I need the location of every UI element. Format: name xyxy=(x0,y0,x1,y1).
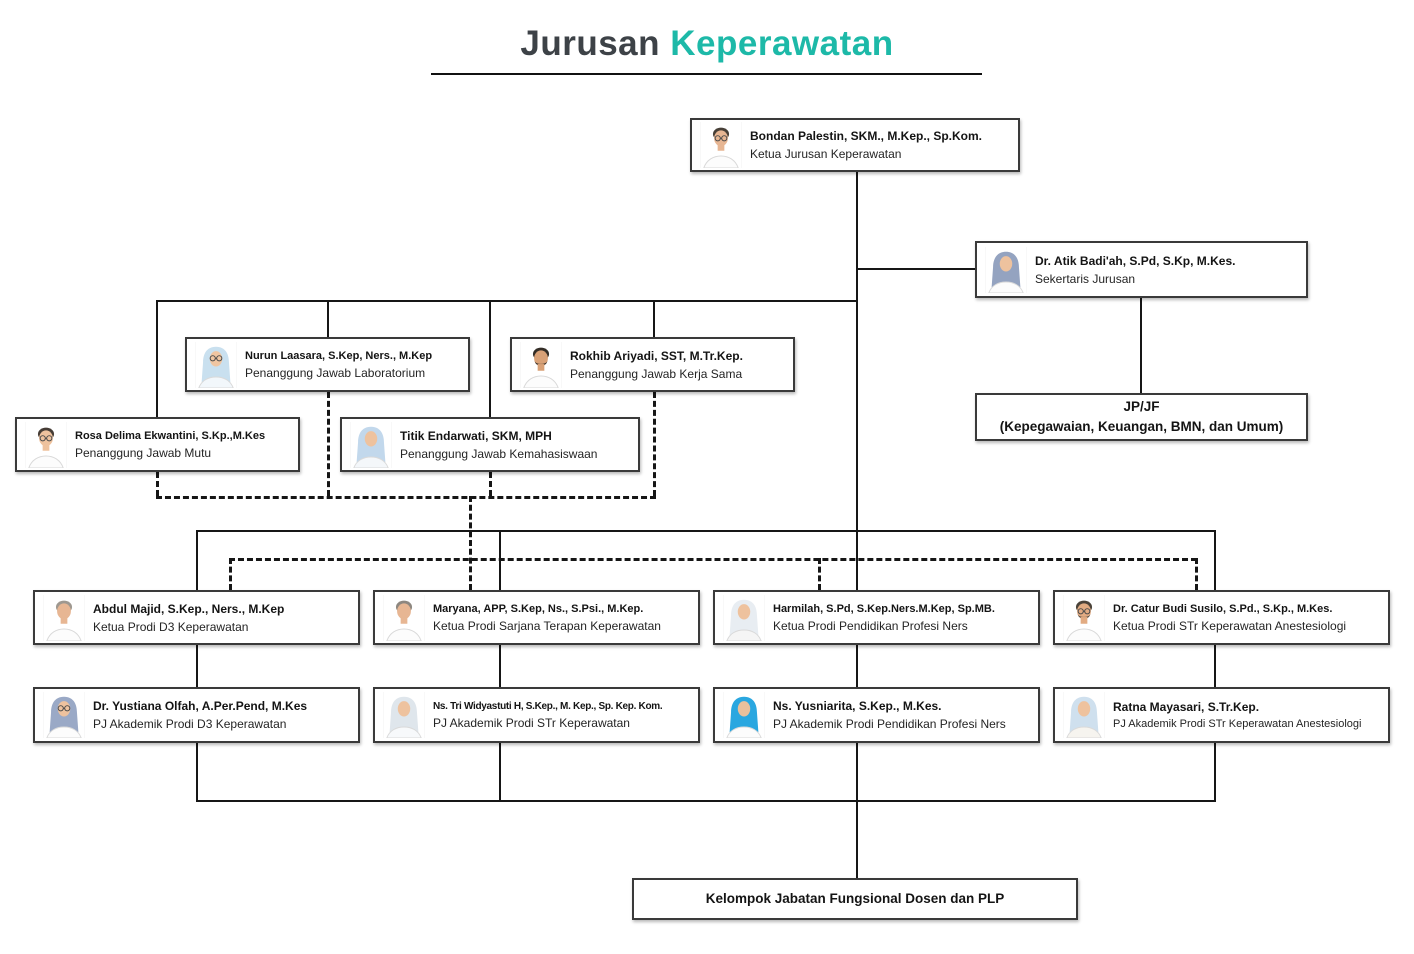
person-role: Ketua Prodi Pendidikan Profesi Ners xyxy=(773,618,968,633)
person-role: Sekertaris Jurusan xyxy=(1035,271,1136,286)
org-box-ketua-prodi-sarjana-terapan xyxy=(373,590,700,645)
connector-drop-kemahasiswaan xyxy=(489,300,491,417)
person-photo xyxy=(350,422,392,468)
jpjf-line-1: JP/JF xyxy=(1123,399,1160,415)
org-box-ketua-prodi-profesi-ners xyxy=(713,590,1040,645)
connector-col2-mid xyxy=(499,645,501,687)
connector-col4-mid xyxy=(1214,645,1216,687)
dashed-laboratorium-link xyxy=(327,392,330,496)
person-photo xyxy=(520,342,562,388)
connector-col4-bottom xyxy=(1214,743,1216,800)
person-photo xyxy=(383,595,425,641)
person-photo xyxy=(1063,692,1105,738)
connector-drop-laboratorium xyxy=(327,300,329,337)
person-photo xyxy=(985,247,1027,293)
connector-kelompok-drop xyxy=(856,800,858,878)
person-name: Harmilah, S.Pd, S.Kep.Ners.M.Kep, Sp.MB. xyxy=(773,602,995,615)
person-name: Dr. Catur Budi Susilo, S.Pd., S.Kp., M.Kes. xyxy=(1113,602,1333,615)
person-photo xyxy=(723,595,765,641)
person-photo xyxy=(723,692,765,738)
org-box-pj-mutu xyxy=(15,417,300,472)
org-box-ketua-prodi-d3 xyxy=(33,590,360,645)
person-photo xyxy=(195,342,237,388)
title-part-2: Keperawatan xyxy=(670,24,894,63)
dashed-down-to-harmilah xyxy=(818,558,821,590)
dashed-down-to-maryana xyxy=(469,496,472,590)
person-name: Bondan Palestin, SKM., M.Kep., Sp.Kom. xyxy=(750,129,983,143)
person-role: Ketua Prodi D3 Keperawatan xyxy=(93,619,249,634)
person-name: Maryana, APP, S.Kep, Ns., S.Psi., M.Kep. xyxy=(433,602,644,615)
person-name: Rokhib Ariyadi, SST, M.Tr.Kep. xyxy=(570,348,743,363)
person-role: PJ Akademik Prodi D3 Keperawatan xyxy=(93,717,287,731)
person-name: Ns. Yusniarita, S.Kep., M.Kes. xyxy=(773,699,942,713)
person-role: Ketua Prodi STr Keperawatan Anestesiologi xyxy=(1113,618,1347,633)
person-name: Ns. Tri Widyastuti H, S.Kep., M. Kep., Sp. Kep. Kom. xyxy=(433,700,663,712)
dashed-down-to-catur xyxy=(1195,558,1198,590)
connector-prodi-row xyxy=(196,530,1216,532)
dashed-kerjasama-link xyxy=(653,392,656,496)
person-role: PJ Akademik Prodi STr Keperawatan xyxy=(433,715,630,730)
person-role: Ketua Jurusan Keperawatan xyxy=(750,147,902,161)
connector-secretary-branch xyxy=(856,268,977,270)
person-role: Penanggung Jawab Laboratorium xyxy=(245,365,426,380)
person-name: Abdul Majid, S.Kep., Ners., M.Kep xyxy=(93,601,285,616)
connector-bottom-row xyxy=(196,800,1216,802)
org-box-jpjf xyxy=(975,393,1308,441)
person-role: Ketua Prodi Sarjana Terapan Keperawatan xyxy=(433,618,661,633)
org-box-pj-laboratorium xyxy=(185,337,470,392)
person-photo xyxy=(25,422,67,468)
dashed-down-to-abdul xyxy=(229,558,232,590)
org-box-pj-akademik-anestesiologi xyxy=(1053,687,1390,743)
org-box-kelompok-fungsional xyxy=(632,878,1078,920)
org-box-sekertaris xyxy=(975,241,1308,298)
org-box-pj-akademik-d3 xyxy=(33,687,360,743)
dashed-committee-bus xyxy=(156,496,656,499)
connector-drop-mutu xyxy=(156,300,158,417)
title-underline xyxy=(431,73,982,75)
person-role: Penanggung Jawab Kemahasiswaan xyxy=(400,446,598,461)
connector-drop-prodi-anestesiologi xyxy=(1214,530,1216,590)
org-box-pj-kemahasiswaan xyxy=(340,417,640,472)
person-name: Ratna Mayasari, S.Tr.Kep. xyxy=(1113,700,1260,714)
person-photo xyxy=(1063,595,1105,641)
dashed-mutu-link xyxy=(156,472,159,496)
person-name: Nurun Laasara, S.Kep, Ners., M.Kep xyxy=(245,349,433,362)
connector-committee-branch xyxy=(156,300,858,302)
org-box-ketua-jurusan xyxy=(690,118,1020,172)
person-name: Titik Endarwati, SKM, MPH xyxy=(400,428,552,443)
person-name: Dr. Atik Badi'ah, S.Pd, S.Kp, M.Kes. xyxy=(1035,253,1236,268)
person-role: PJ Akademik Prodi Pendidikan Profesi Ners xyxy=(773,717,1006,731)
title-part-1: Jurusan xyxy=(520,24,661,63)
person-photo xyxy=(700,122,742,168)
person-photo xyxy=(43,595,85,641)
person-role: PJ Akademik Prodi STr Keperawatan Anestesiologi xyxy=(1113,718,1362,730)
org-box-pj-akademik-profesi-ners xyxy=(713,687,1040,743)
connector-drop-kerjasama xyxy=(653,300,655,337)
connector-col2-bottom xyxy=(499,743,501,800)
connector-secretary-to-jpjf xyxy=(1140,298,1142,393)
org-box-pj-kerjasama xyxy=(510,337,795,392)
connector-col1-bottom xyxy=(196,743,198,800)
person-photo xyxy=(43,692,85,738)
org-box-pj-akademik-str xyxy=(373,687,700,743)
person-name: Dr. Yustiana Olfah, A.Per.Pend, M.Kes xyxy=(93,699,308,713)
connector-col1-mid xyxy=(196,645,198,687)
dashed-prodi-bus xyxy=(229,558,1197,561)
person-name: Rosa Delima Ekwantini, S.Kp.,M.Kes xyxy=(75,429,266,442)
kelompok-label: Kelompok Jabatan Fungsional Dosen dan PLP xyxy=(705,891,1005,907)
org-box-ketua-prodi-anestesiologi xyxy=(1053,590,1390,645)
connector-col3-mid xyxy=(856,645,858,687)
page-title xyxy=(0,24,1414,64)
person-photo xyxy=(383,692,425,738)
connector-drop-prodi-d3 xyxy=(196,530,198,590)
person-role: Penanggung Jawab Mutu xyxy=(75,445,212,460)
connector-col3-bottom xyxy=(856,743,858,800)
connector-spine xyxy=(856,172,858,590)
person-role: Penanggung Jawab Kerja Sama xyxy=(570,366,743,381)
jpjf-line-2: (Kepegawaian, Keuangan, BMN, dan Umum) xyxy=(999,419,1284,434)
dashed-kemahasiswaan-link xyxy=(489,472,492,496)
